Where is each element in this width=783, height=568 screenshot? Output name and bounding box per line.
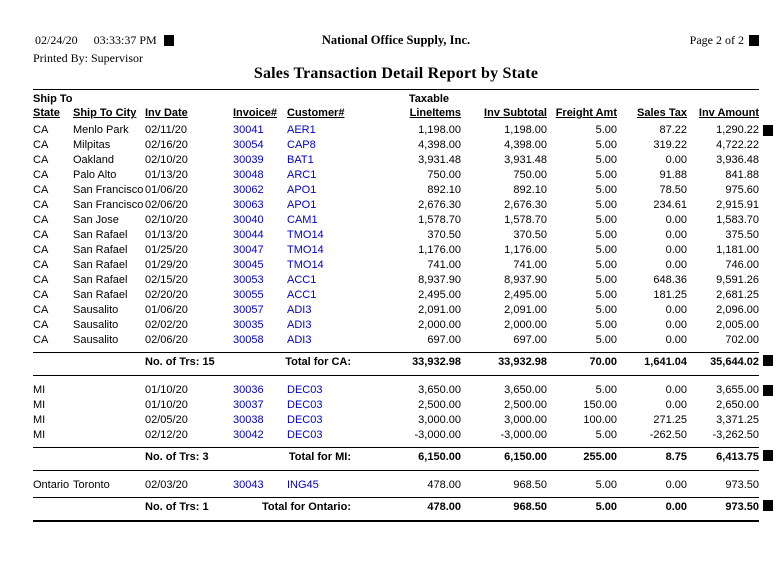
table-header-row xyxy=(33,106,759,120)
total-transaction-count: No. of Trs: 1 xyxy=(145,501,209,513)
total-line_items: 33,932.98 xyxy=(412,356,461,368)
cell-tax: 0.00 xyxy=(665,334,687,346)
cell-amount: 746.00 xyxy=(725,259,759,271)
page-indicator: Page 2 of 2 xyxy=(689,33,744,47)
total-line_items: 6,150.00 xyxy=(418,451,461,463)
cell-subtotal: 750.00 xyxy=(513,169,547,181)
header-ship-to-label: Ship To xyxy=(33,93,73,105)
cell-tax: 0.00 xyxy=(665,229,687,241)
total-transaction-count: No. of Trs: 15 xyxy=(145,356,215,368)
invoice-link[interactable]: 30044 xyxy=(233,229,264,241)
cell-state: CA xyxy=(33,124,49,136)
cell-amount: 973.50 xyxy=(725,479,759,491)
cell-line_items: 3,931.48 xyxy=(418,154,461,166)
total-amount: 6,413.75 xyxy=(716,451,759,463)
cell-line_items: 3,000.00 xyxy=(418,414,461,426)
cell-state: CA xyxy=(33,184,49,196)
invoice-link[interactable]: 30048 xyxy=(233,169,264,181)
total-label: Total for MI: xyxy=(288,451,351,463)
cell-subtotal: 370.50 xyxy=(513,229,547,241)
cell-date: 02/06/20 xyxy=(145,199,188,211)
cell-tax: 0.00 xyxy=(665,399,687,411)
col-header-state: State xyxy=(33,107,60,119)
cell-state: MI xyxy=(33,399,46,411)
cell-tax: 91.88 xyxy=(659,169,687,181)
table-row xyxy=(33,333,759,348)
cell-subtotal: 968.50 xyxy=(513,479,547,491)
cell-state: CA xyxy=(33,154,49,166)
cell-tax: -262.50 xyxy=(649,429,687,441)
cell-subtotal: 3,650.00 xyxy=(504,384,547,396)
cell-line_items: 1,198.00 xyxy=(418,124,461,136)
total-label: Total for Ontario: xyxy=(261,501,351,513)
cell-amount: 2,650.00 xyxy=(716,399,759,411)
total-tax: 0.00 xyxy=(665,501,687,513)
cell-line_items: 1,578.70 xyxy=(418,214,461,226)
cell-state: CA xyxy=(33,199,49,211)
cell-freight: 5.00 xyxy=(595,384,617,396)
cell-freight: 5.00 xyxy=(595,214,617,226)
cell-city xyxy=(73,398,145,413)
table-row xyxy=(33,273,759,288)
cell-freight: 5.00 xyxy=(595,319,617,331)
cell-date: 02/03/20 xyxy=(145,479,188,491)
col-header-inv-subtotal: Inv Subtotal xyxy=(484,107,547,119)
cell-amount: 3,936.48 xyxy=(716,154,759,166)
col-header-inv-date: Inv Date xyxy=(145,107,188,119)
cell-subtotal: -3,000.00 xyxy=(500,429,547,441)
cell-subtotal: 8,937.90 xyxy=(504,274,547,286)
col-header-invoice: Invoice# xyxy=(233,107,278,119)
cell-date: 01/13/20 xyxy=(145,169,188,181)
cell-date: 01/13/20 xyxy=(145,229,188,241)
invoice-link[interactable]: 30045 xyxy=(233,259,264,271)
cell-tax: 181.25 xyxy=(653,289,687,301)
table-row xyxy=(33,398,759,413)
cell-freight: 5.00 xyxy=(595,244,617,256)
cell-line_items: 8,937.90 xyxy=(418,274,461,286)
cell-state: CA xyxy=(33,319,49,331)
cell-freight: 5.00 xyxy=(595,169,617,181)
cell-subtotal: 2,000.00 xyxy=(504,319,547,331)
invoice-link[interactable]: 30055 xyxy=(233,289,264,301)
cell-state: CA xyxy=(33,259,49,271)
cell-line_items: 3,650.00 xyxy=(418,384,461,396)
total-tax: 1,641.04 xyxy=(644,356,687,368)
cell-city xyxy=(73,383,145,398)
customer-link[interactable]: ARC1 xyxy=(287,169,317,181)
customer-link[interactable]: TMO14 xyxy=(287,229,324,241)
total-transaction-count: No. of Trs: 3 xyxy=(145,451,209,463)
cell-subtotal: 741.00 xyxy=(513,259,547,271)
customer-link[interactable]: TMO14 xyxy=(287,244,324,256)
cell-state: CA xyxy=(33,334,49,346)
total-divider-bottom xyxy=(33,375,759,376)
table-row xyxy=(33,478,759,493)
customer-link[interactable]: BAT1 xyxy=(287,154,314,166)
report-page xyxy=(0,33,783,568)
cell-line_items: 2,500.00 xyxy=(418,399,461,411)
total-tax: 8.75 xyxy=(665,451,687,463)
group-total-row xyxy=(33,498,759,516)
cell-freight: 5.00 xyxy=(595,334,617,346)
cell-amount: 975.60 xyxy=(725,184,759,196)
total-divider-bottom xyxy=(33,520,759,522)
cell-state: CA xyxy=(33,214,49,226)
cell-amount: 4,722.22 xyxy=(716,139,759,151)
table-row xyxy=(33,138,759,153)
total-freight: 5.00 xyxy=(595,501,617,513)
cell-state: CA xyxy=(33,289,49,301)
col-header-freight-amt: Freight Amt xyxy=(555,107,617,119)
table-row xyxy=(33,303,759,318)
customer-link[interactable]: CAM1 xyxy=(287,214,318,226)
cell-city: Sausalito xyxy=(73,304,119,316)
cell-state: MI xyxy=(33,414,46,426)
header-divider xyxy=(33,89,759,90)
invoice-link[interactable]: 30042 xyxy=(233,429,264,441)
customer-link[interactable]: APO1 xyxy=(287,199,317,211)
cell-amount: 1,583.70 xyxy=(716,214,759,226)
cell-tax: 648.36 xyxy=(653,274,687,286)
header-right xyxy=(690,33,759,48)
table-row xyxy=(33,288,759,303)
cell-line_items: 741.00 xyxy=(427,259,461,271)
report-time: 03:33:37 PM xyxy=(93,33,157,47)
cell-amount: -3,262.50 xyxy=(712,429,759,441)
cell-city: San Jose xyxy=(73,214,119,226)
cell-tax: 0.00 xyxy=(665,259,687,271)
cell-date: 02/12/20 xyxy=(145,429,188,441)
cell-date: 01/25/20 xyxy=(145,244,188,256)
cell-city: San Francisco xyxy=(73,199,144,211)
customer-link[interactable]: ADI3 xyxy=(287,304,312,316)
cell-subtotal: 697.00 xyxy=(513,334,547,346)
table-row xyxy=(33,198,759,213)
cell-line_items: 478.00 xyxy=(427,479,461,491)
cell-city: Sausalito xyxy=(73,334,119,346)
table-row xyxy=(33,153,759,168)
cell-date: 02/02/20 xyxy=(145,319,188,331)
cell-freight: 5.00 xyxy=(595,429,617,441)
printed-by: Printed By: Supervisor xyxy=(33,51,143,65)
customer-link[interactable]: APO1 xyxy=(287,184,317,196)
cell-subtotal: 3,931.48 xyxy=(504,154,547,166)
cell-amount: 2,681.25 xyxy=(716,289,759,301)
cell-tax: 0.00 xyxy=(665,154,687,166)
cell-tax: 87.22 xyxy=(659,124,687,136)
col-header-customer: Customer# xyxy=(287,107,345,119)
cell-freight: 5.00 xyxy=(595,229,617,241)
cell-state: CA xyxy=(33,139,49,151)
invoice-link[interactable]: 30038 xyxy=(233,414,264,426)
cell-line_items: 2,676.30 xyxy=(418,199,461,211)
marker-icon xyxy=(763,355,773,366)
total-divider-bottom xyxy=(33,470,759,471)
cell-state: MI xyxy=(33,384,46,396)
marker-icon xyxy=(749,35,759,46)
table-body xyxy=(33,123,759,522)
customer-link[interactable]: AER1 xyxy=(287,124,316,136)
table-row xyxy=(33,123,759,138)
cell-amount: 9,591.26 xyxy=(716,274,759,286)
cell-line_items: 2,091.00 xyxy=(418,304,461,316)
cell-date: 01/29/20 xyxy=(145,259,188,271)
invoice-link[interactable]: 30057 xyxy=(233,304,264,316)
cell-state: MI xyxy=(33,429,46,441)
cell-amount: 2,096.00 xyxy=(716,304,759,316)
cell-subtotal: 1,176.00 xyxy=(504,244,547,256)
cell-amount: 2,915.91 xyxy=(716,199,759,211)
total-amount: 35,644.02 xyxy=(710,356,759,368)
invoice-link[interactable]: 30063 xyxy=(233,199,264,211)
cell-amount: 841.88 xyxy=(725,169,759,181)
cell-city xyxy=(73,413,145,428)
cell-line_items: 370.50 xyxy=(427,229,461,241)
cell-tax: 0.00 xyxy=(665,479,687,491)
table-row xyxy=(33,213,759,228)
table-header-groups xyxy=(33,93,759,106)
cell-city: Toronto xyxy=(73,479,110,491)
cell-city: San Rafael xyxy=(73,274,128,286)
cell-subtotal: 4,398.00 xyxy=(504,139,547,151)
cell-freight: 5.00 xyxy=(595,124,617,136)
cell-tax: 0.00 xyxy=(665,244,687,256)
cell-line_items: -3,000.00 xyxy=(414,429,461,441)
cell-tax: 319.22 xyxy=(653,139,687,151)
report-date: 02/24/20 xyxy=(35,33,78,47)
header-top-row xyxy=(33,33,759,49)
customer-link[interactable]: ADI3 xyxy=(287,334,312,346)
table-row xyxy=(33,243,759,258)
table-row xyxy=(33,258,759,273)
cell-line_items: 1,176.00 xyxy=(418,244,461,256)
cell-city: San Rafael xyxy=(73,229,128,241)
cell-date: 02/20/20 xyxy=(145,289,188,301)
marker-icon xyxy=(763,385,773,396)
invoice-link[interactable]: 30037 xyxy=(233,399,264,411)
cell-freight: 150.00 xyxy=(583,399,617,411)
customer-link[interactable]: DEC03 xyxy=(287,384,323,396)
cell-city: Menlo Park xyxy=(73,124,129,136)
cell-date: 02/10/20 xyxy=(145,154,188,166)
invoice-link[interactable]: 30041 xyxy=(233,124,264,136)
cell-amount: 702.00 xyxy=(725,334,759,346)
customer-link[interactable]: CAP8 xyxy=(287,139,316,151)
cell-date: 02/16/20 xyxy=(145,139,188,151)
group-total-row xyxy=(33,353,759,371)
cell-state: CA xyxy=(33,274,49,286)
customer-link[interactable]: ING45 xyxy=(287,479,319,491)
cell-state: Ontario xyxy=(33,479,70,491)
cell-date: 02/10/20 xyxy=(145,214,188,226)
cell-city: Palo Alto xyxy=(73,169,117,181)
cell-date: 02/11/20 xyxy=(145,124,188,136)
table-row xyxy=(33,318,759,333)
cell-date: 01/06/20 xyxy=(145,184,188,196)
report-table xyxy=(33,93,759,522)
cell-amount: 375.50 xyxy=(725,229,759,241)
customer-link[interactable]: ACC1 xyxy=(287,289,317,301)
cell-date: 02/05/20 xyxy=(145,414,188,426)
cell-freight: 5.00 xyxy=(595,289,617,301)
cell-city: Sausalito xyxy=(73,319,119,331)
invoice-link[interactable]: 30058 xyxy=(233,334,264,346)
total-subtotal: 968.50 xyxy=(513,501,547,513)
cell-tax: 234.61 xyxy=(653,199,687,211)
cell-line_items: 697.00 xyxy=(427,334,461,346)
cell-date: 01/10/20 xyxy=(145,384,188,396)
col-header-sales-tax: Sales Tax xyxy=(637,107,687,119)
customer-link[interactable]: DEC03 xyxy=(287,429,323,441)
cell-date: 01/06/20 xyxy=(145,304,188,316)
invoice-link[interactable]: 30040 xyxy=(233,214,264,226)
cell-state: CA xyxy=(33,229,49,241)
table-row xyxy=(33,168,759,183)
total-freight: 70.00 xyxy=(589,356,617,368)
invoice-link[interactable]: 30062 xyxy=(233,184,264,196)
cell-tax: 271.25 xyxy=(653,414,687,426)
invoice-link[interactable]: 30053 xyxy=(233,274,264,286)
table-row xyxy=(33,413,759,428)
total-line_items: 478.00 xyxy=(427,501,461,513)
total-label: Total for CA: xyxy=(285,356,351,368)
cell-freight: 5.00 xyxy=(595,479,617,491)
cell-line_items: 2,495.00 xyxy=(418,289,461,301)
cell-city: San Rafael xyxy=(73,259,128,271)
marker-icon xyxy=(763,125,773,136)
cell-date: 02/15/20 xyxy=(145,274,188,286)
total-subtotal: 33,932.98 xyxy=(498,356,547,368)
total-subtotal: 6,150.00 xyxy=(504,451,547,463)
cell-state: CA xyxy=(33,304,49,316)
marker-icon xyxy=(763,500,773,511)
cell-tax: 0.00 xyxy=(665,384,687,396)
cell-state: CA xyxy=(33,169,49,181)
table-row xyxy=(33,383,759,398)
cell-tax: 0.00 xyxy=(665,214,687,226)
cell-city: San Rafael xyxy=(73,244,128,256)
cell-tax: 0.00 xyxy=(665,304,687,316)
report-title: Sales Transaction Detail Report by State xyxy=(253,65,539,82)
cell-freight: 5.00 xyxy=(595,274,617,286)
cell-freight: 100.00 xyxy=(583,414,617,426)
invoice-link[interactable]: 30035 xyxy=(233,319,264,331)
invoice-link[interactable]: 30043 xyxy=(233,479,264,491)
header-taxable-label: Taxable xyxy=(408,93,449,105)
cell-city xyxy=(73,428,145,443)
marker-icon xyxy=(763,450,773,461)
cell-freight: 5.00 xyxy=(595,259,617,271)
invoice-link[interactable]: 30036 xyxy=(233,384,264,396)
cell-amount: 2,005.00 xyxy=(716,319,759,331)
cell-amount: 3,371.25 xyxy=(716,414,759,426)
cell-subtotal: 2,091.00 xyxy=(504,304,547,316)
report-header xyxy=(33,33,759,83)
cell-state: CA xyxy=(33,244,49,256)
invoice-link[interactable]: 30039 xyxy=(233,154,264,166)
group-total-row xyxy=(33,448,759,466)
cell-subtotal: 2,500.00 xyxy=(504,399,547,411)
col-header-ship-to-city: Ship To City xyxy=(73,107,137,119)
cell-subtotal: 1,578.70 xyxy=(504,214,547,226)
cell-date: 02/06/20 xyxy=(145,334,188,346)
invoice-link[interactable]: 30047 xyxy=(233,244,264,256)
cell-date: 01/10/20 xyxy=(145,399,188,411)
cell-line_items: 4,398.00 xyxy=(418,139,461,151)
cell-freight: 5.00 xyxy=(595,139,617,151)
total-amount: 973.50 xyxy=(725,501,759,513)
cell-subtotal: 1,198.00 xyxy=(504,124,547,136)
cell-amount: 3,655.00 xyxy=(716,384,759,396)
cell-line_items: 750.00 xyxy=(427,169,461,181)
cell-city: Oakland xyxy=(73,154,114,166)
cell-line_items: 892.10 xyxy=(427,184,461,196)
cell-subtotal: 892.10 xyxy=(513,184,547,196)
cell-freight: 5.00 xyxy=(595,154,617,166)
customer-link[interactable]: TMO14 xyxy=(287,259,324,271)
cell-subtotal: 3,000.00 xyxy=(504,414,547,426)
cell-subtotal: 2,676.30 xyxy=(504,199,547,211)
cell-city: San Francisco xyxy=(73,184,144,196)
customer-link[interactable]: DEC03 xyxy=(287,399,323,411)
cell-line_items: 2,000.00 xyxy=(418,319,461,331)
cell-amount: 1,181.00 xyxy=(716,244,759,256)
invoice-link[interactable]: 30054 xyxy=(233,139,264,151)
cell-city: San Rafael xyxy=(73,289,128,301)
customer-link[interactable]: DEC03 xyxy=(287,414,323,426)
table-row xyxy=(33,228,759,243)
cell-freight: 5.00 xyxy=(595,184,617,196)
table-row xyxy=(33,428,759,443)
col-header-inv-amount: Inv Amount xyxy=(698,107,759,119)
cell-amount: 1,290.22 xyxy=(716,124,759,136)
company-name: National Office Supply, Inc. xyxy=(321,33,471,47)
cell-freight: 5.00 xyxy=(595,304,617,316)
col-header-line-items: LineItems xyxy=(409,107,461,119)
cell-tax: 0.00 xyxy=(665,319,687,331)
cell-tax: 78.50 xyxy=(659,184,687,196)
customer-link[interactable]: ADI3 xyxy=(287,319,312,331)
cell-subtotal: 2,495.00 xyxy=(504,289,547,301)
table-row xyxy=(33,183,759,198)
total-freight: 255.00 xyxy=(583,451,617,463)
customer-link[interactable]: ACC1 xyxy=(287,274,317,286)
cell-city: Milpitas xyxy=(73,139,111,151)
cell-freight: 5.00 xyxy=(595,199,617,211)
